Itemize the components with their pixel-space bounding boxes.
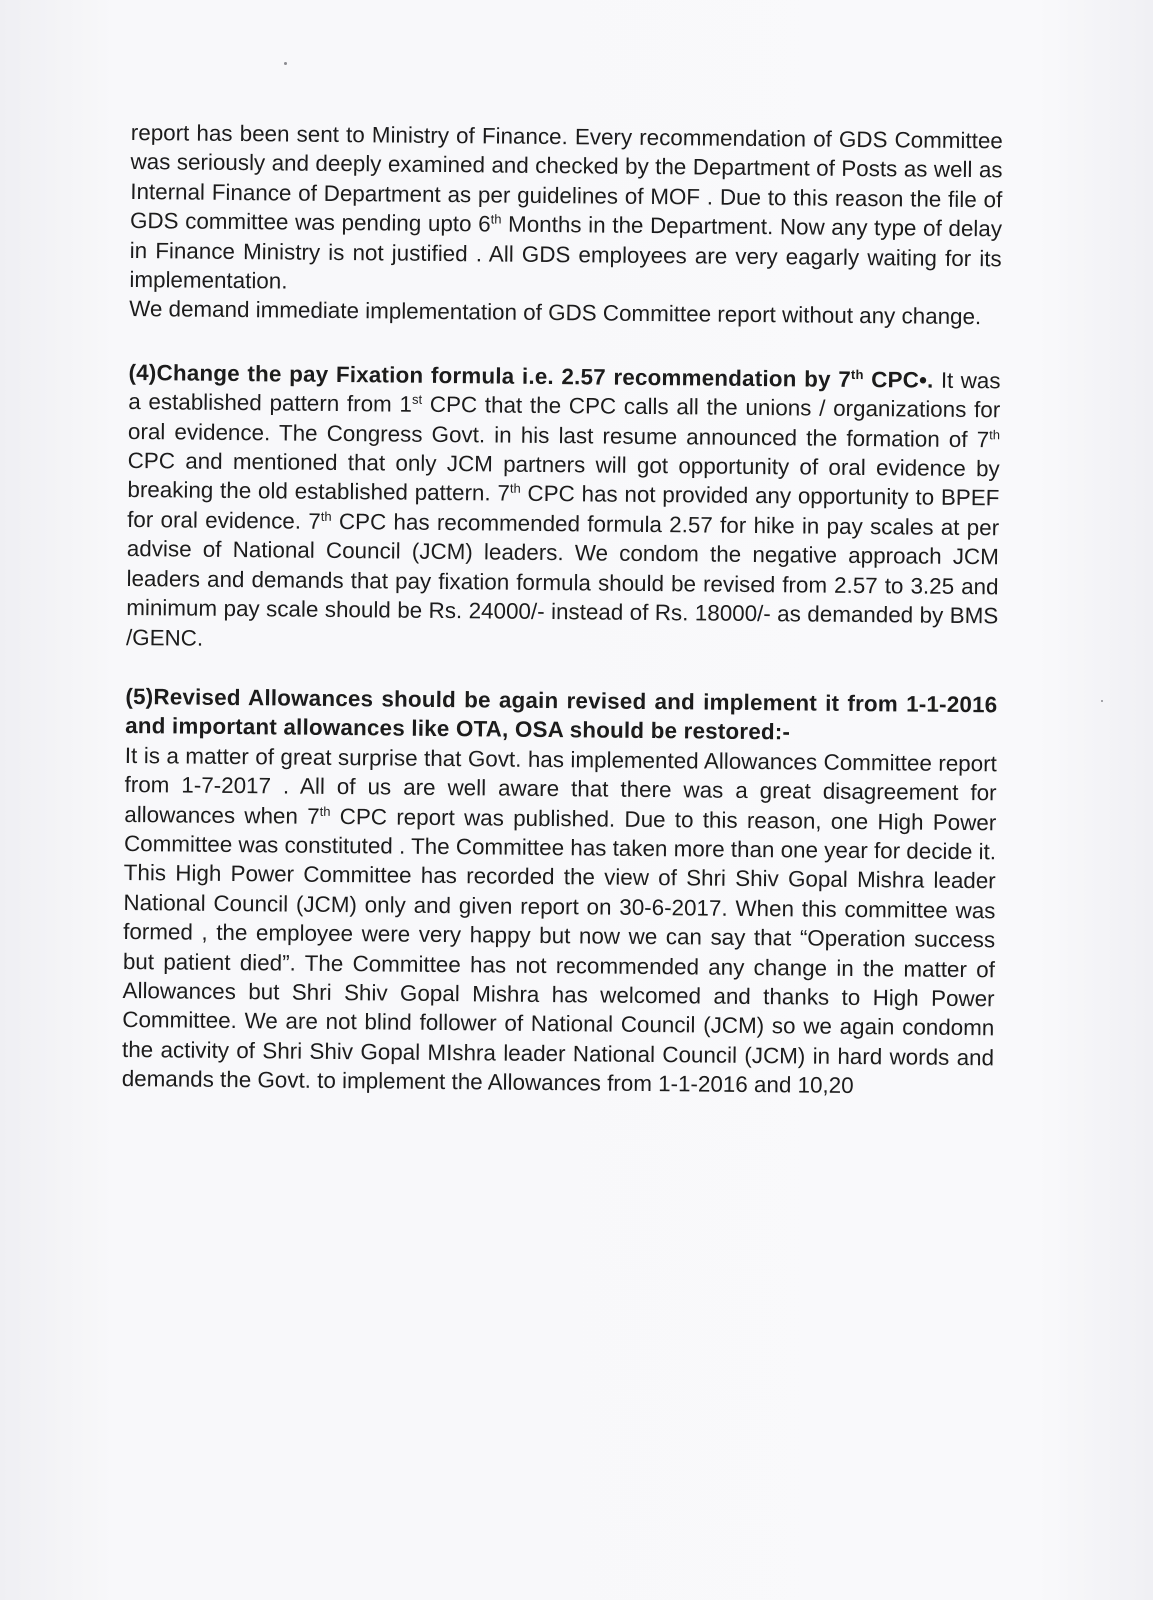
paragraph-gds-report (129, 118, 1003, 303)
paragraph-text: Months in the Department. Now any type of delay in Finance Ministry is not justified . All GDS employees are very eagarly waiting for its implementation. (129, 211, 1003, 294)
section-4-heading-text: (4)Change the pay Fixation formula i.e. 2.57 recommendation by 7 (128, 359, 852, 392)
section-5-text: CPC report was published. Due to this reason, one High Power Committee was constituted . The Committee has taken more than one year for decide it. This High Power Committee has recorded the view of Shri Shiv Gopal Mishra leader National Council (JCM) only and given report on 30-6-2017. When this committee was formed , the employee were very happy but now we can say that “Operation success but patient died”. The Committee has not recommended any change in the matter of Allowances but Shri Shiv Gopal Mishra has welcomed and thanks to High Power Committee. We are not blind follower of National Council (JCM) so we again condomn the activity of Shri Shiv Gopal MIshra leader National Council (JCM) in hard words and demands the Govt. to implement the Allowances from 1-1-2016 and 10,20 (121, 803, 997, 1099)
scan-speck (1101, 700, 1103, 702)
section-4-text: It was a established pattern from 1 (128, 367, 1001, 417)
section-5-heading: (5)Revised Allowances should be again revised and implement it from 1-1-2016 and important allowances like OTA, OSA should be restored:- (125, 683, 998, 745)
superscript: th (509, 481, 521, 497)
superscript: th (320, 508, 332, 524)
superscript: th (850, 366, 864, 382)
section-4-text: CPC has not provided any opportunity to BPEF for oral evidence. 7 (127, 481, 1000, 534)
section-4-text: CPC that the CPC calls all the unions / organizations for oral evidence. The Congress Govt. in his last resume announced the formation of 7 (127, 392, 1001, 452)
section-4-heading-mark: •. (918, 367, 934, 393)
paragraph-text: report has been sent to Ministry of Finance. Every recommendation of GDS Committee was seriously and deeply examined and checked by the Department of Posts as well as Internal Finance of Department as per guidelines of MOF . Due to this reason the file of GDS committee was pending upto 6 (129, 119, 1003, 237)
section-4-heading-text: CPC (863, 366, 920, 393)
section-5-body (122, 741, 997, 1102)
superscript: th (319, 803, 331, 819)
section-4-text: CPC and mentioned that only JCM partners will got opportunity of oral evidence by breaking the old established pattern. 7 (127, 448, 1000, 507)
superscript: st (411, 391, 423, 408)
superscript: th (490, 211, 502, 227)
section-4-heading (128, 360, 933, 393)
section-4-text: CPC has recommended formula 2.57 for hike in pay scales at per advise of National Council (JCM) leaders. We condom the negative approach JCM leaders and demands that pay fixation formula should be revised from 2.57 to 3.25 and minimum pay scale should be Rs. 24000/- instead of Rs. 18000/- as demanded by BMS /GENC. (125, 508, 1000, 651)
superscript: th (989, 426, 1001, 443)
section-5-text: It is a matter of great surprise that Govt. has implemented Allowances Committee report from 1-7-2017 . All of us are well aware that there was a great disagreement for allowances when 7 (124, 742, 997, 829)
paragraph-demand: We demand immediate implementation of GDS Committee report without any change. (129, 296, 982, 330)
document-body (122, 118, 1003, 1102)
scan-speck (284, 62, 287, 65)
section-4 (126, 358, 1001, 660)
